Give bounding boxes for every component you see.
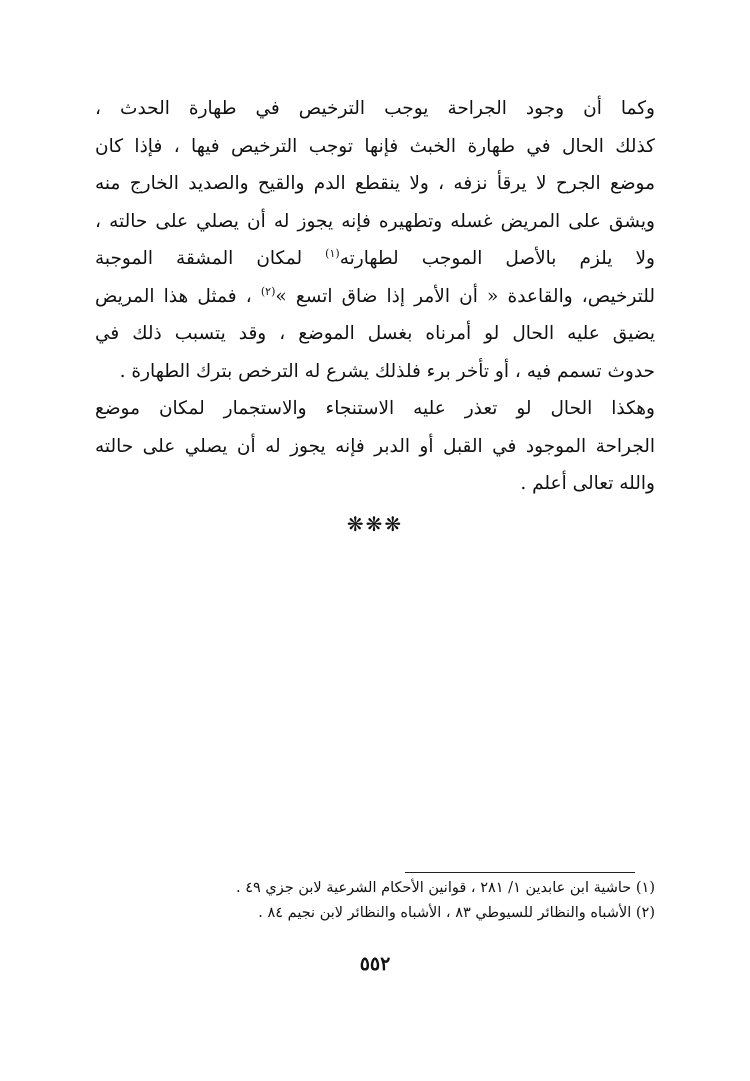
footnote-divider	[405, 872, 635, 873]
text-segment: ولا يلزم بالأصل الموجب لطهارته	[339, 248, 655, 269]
text-segment: للترخيص، والقاعدة « أن الأمر إذا ضاق اتسع »	[275, 285, 656, 307]
text-line: الجراحة الموجود في القبل أو الدبر فإنه يجوز له أن يصلي على حالته	[95, 435, 655, 457]
page-number: ٥٥٢	[359, 953, 391, 975]
footnote-reference-2: (٢)	[260, 284, 276, 298]
text-line-with-footnote	[95, 278, 655, 316]
section-separator: ❋❋❋	[346, 512, 404, 536]
paragraph-2	[95, 390, 655, 503]
text-line: حدوث تسمم فيه ، أو تأخر برء فلذلك يشرع له الترخص بترك الطهارة .	[119, 360, 655, 382]
text-line: وهكذا الحال لو تعذر عليه الاستنجاء والاستجمار لمكان موضع	[95, 398, 655, 419]
text-segment: لمكان المشقة الموجبة	[95, 248, 303, 269]
footnote-reference-1: (١)	[325, 246, 340, 260]
footnote-1: (١) حاشية ابن عابدين ١/ ٢٨١ ، قوانين الأحكام الشرعية لابن جزي ٤٩ .	[236, 880, 655, 896]
text-line: ويشق على المريض غسله وتطهيره فإنه يجوز له أن يصلي على حالته ،	[95, 210, 655, 232]
footnotes	[140, 876, 655, 926]
text-line: وكما أن وجود الجراحة يوجب الترخيص في طهارة الحدث ،	[95, 98, 655, 119]
paragraph-1	[95, 90, 655, 390]
text-line: موضع الجرح لا يرقأ نزفه ، ولا ينقطع الدم والقيح والصديد الخارج منه	[95, 173, 655, 194]
text-line: يضيق عليه الحال لو أمرناه بغسل الموضع ، وقد يتسبب ذلك في	[95, 323, 655, 344]
text-segment: ، فمثل هذا المريض	[95, 285, 252, 307]
text-line: كذلك الحال في طهارة الخبث فإنها توجب الترخيص فيها ، فإذا كان	[95, 135, 655, 157]
text-line: والله تعالى أعلم .	[520, 473, 655, 494]
text-line-with-footnote	[95, 240, 655, 278]
footnote-2: (٢) الأشباه والنظائر للسيوطي ٨٣ ، الأشباه والنظائر لابن نجيم ٨٤ .	[258, 905, 655, 921]
